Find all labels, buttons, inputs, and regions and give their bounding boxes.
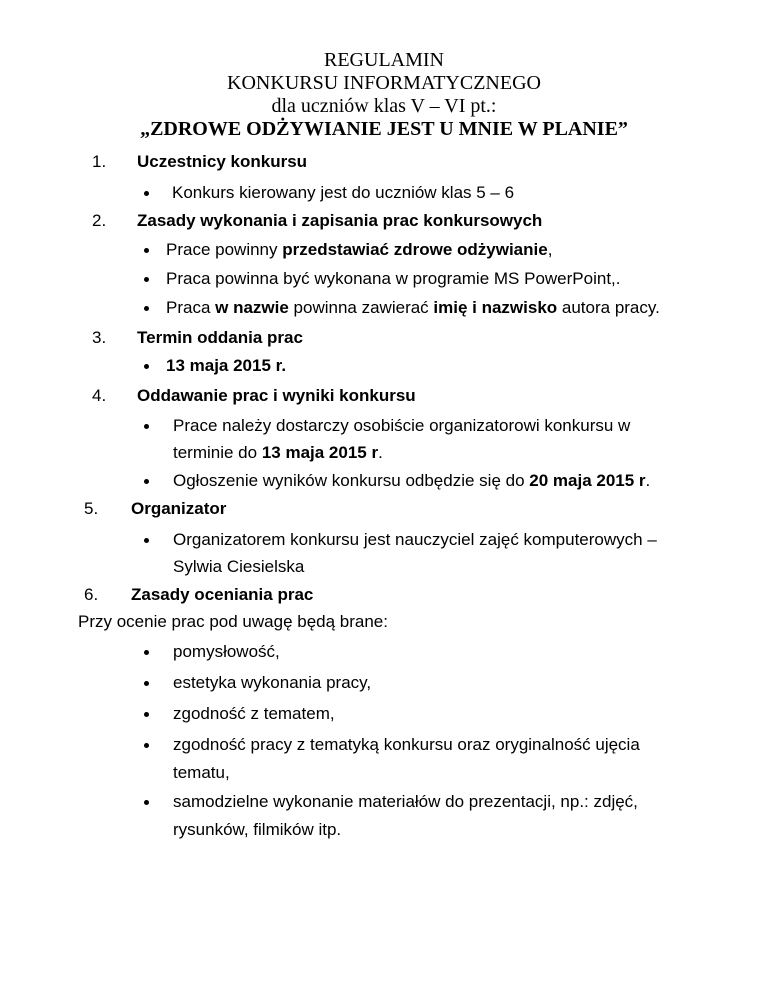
text-run: autora pracy. <box>557 298 660 317</box>
section-6-bullet-1: pomysłowość, <box>173 642 280 661</box>
section-2-number: 2. <box>92 211 107 230</box>
bullet-dot <box>144 306 149 311</box>
section-6-number: 6. <box>84 585 99 604</box>
bullet-dot <box>144 479 149 484</box>
bullet-dot <box>144 650 149 655</box>
section-2-bullet-1 <box>166 239 552 261</box>
section-3-heading: Termin oddania prac <box>137 328 303 347</box>
section-6-bullet-5-line-1: samodzielne wykonanie materiałów do prezentacji, np.: zdjęć, <box>173 792 638 811</box>
bold-text-run: w nazwie <box>215 298 289 317</box>
text-run: terminie do <box>173 443 262 462</box>
section-4-heading: Oddawanie prac i wyniki konkursu <box>137 386 416 405</box>
section-5-heading: Organizator <box>131 499 227 518</box>
section-4-number: 4. <box>92 386 107 405</box>
bold-text-run: imię i nazwisko <box>433 298 558 317</box>
bullet-dot <box>144 712 149 717</box>
bold-text-run: 20 maja 2015 r <box>529 471 646 490</box>
section-6-bullet-2: estetyka wykonania pracy, <box>173 673 372 692</box>
bullet-dot <box>144 743 149 748</box>
section-2-bullet-2: Praca powinna być wykonana w programie MS PowerPoint,. <box>166 269 621 288</box>
bullet-dot <box>144 681 149 686</box>
bullet-dot <box>144 248 149 253</box>
bullet-dot <box>144 277 149 282</box>
section-1-number: 1. <box>92 152 107 171</box>
section-6-bullet-4-line-2: tematu, <box>173 763 230 782</box>
section-2-bullet-3 <box>166 297 660 319</box>
section-1-heading: Uczestnicy konkursu <box>137 152 308 171</box>
section-2-heading: Zasady wykonania i zapisania prac konkursowych <box>137 211 543 230</box>
section-5-bullet-1-line-1: Organizatorem konkursu jest nauczyciel zajęć komputerowych – <box>173 530 657 549</box>
section-3-bullet-1: 13 maja 2015 r. <box>166 356 287 375</box>
title-line-2: KONKURSU INFORMATYCZNEGO <box>227 72 541 94</box>
section-4-bullet-1-line-1: Prace należy dostarczy osobiście organizatorowi konkursu w <box>173 416 631 435</box>
title-line-4: „ZDROWE ODŻYWIANIE JEST U MNIE W PLANIE” <box>140 118 628 140</box>
text-run: Ogłoszenie wyników konkursu odbędzie się do <box>173 471 530 490</box>
text-run: Prace powinny <box>166 240 283 259</box>
section-6-bullet-5-line-2: rysunków, filmików itp. <box>173 820 342 839</box>
text-run: . <box>645 471 651 490</box>
bold-text-run: 13 maja 2015 r <box>261 443 379 462</box>
text-run: , <box>547 240 553 259</box>
section-6-bullet-4-line-1: zgodność pracy z tematyką konkursu oraz oryginalność ujęcia <box>173 735 640 754</box>
section-6-bullet-3: zgodność z tematem, <box>173 704 335 723</box>
section-3-number: 3. <box>92 328 107 347</box>
bold-text-run: przedstawiać zdrowe odżywianie <box>282 240 548 259</box>
section-1-bullet-1: Konkurs kierowany jest do uczniów klas 5 – 6 <box>172 183 515 202</box>
section-5-number: 5. <box>84 499 99 518</box>
text-run: powinna zawierać <box>288 298 434 317</box>
section-4-bullet-2 <box>173 470 650 492</box>
bullet-dot <box>144 364 149 369</box>
bullet-dot <box>144 424 149 429</box>
section-6-heading: Zasady oceniania prac <box>131 585 314 604</box>
bullet-dot <box>144 538 149 543</box>
title-line-3: dla uczniów klas V – VI pt.: <box>271 95 497 117</box>
section-6-intro: Przy ocenie prac pod uwagę będą brane: <box>78 612 388 631</box>
bullet-dot <box>144 191 149 196</box>
section-4-bullet-1-line-2 <box>173 442 383 464</box>
text-run: Praca <box>166 298 216 317</box>
text-run: . <box>378 443 383 462</box>
title-line-1: REGULAMIN <box>324 49 444 71</box>
bullet-dot <box>144 800 149 805</box>
section-5-bullet-1-line-2: Sylwia Ciesielska <box>173 557 305 576</box>
